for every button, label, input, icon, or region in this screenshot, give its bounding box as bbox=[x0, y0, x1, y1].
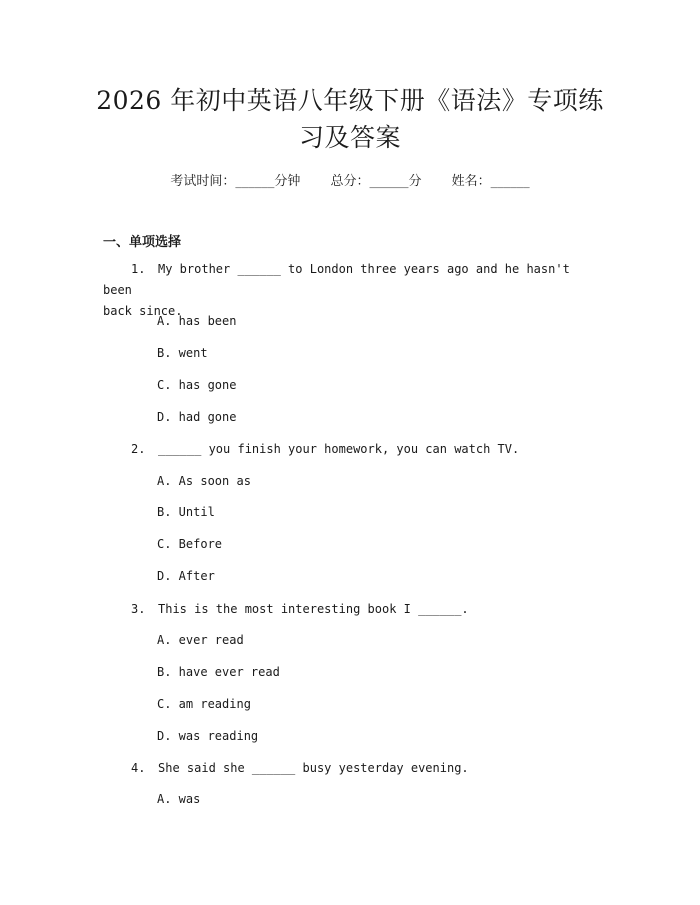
question-number: 4. bbox=[131, 761, 146, 775]
title-line-2: 习及答案 bbox=[298, 123, 401, 152]
option-c: C. Before bbox=[157, 537, 223, 551]
option-a: A. As soon as bbox=[157, 474, 251, 488]
document-title bbox=[60, 82, 640, 156]
question-text: My brother ______ to London three years ago and he hasn't been bbox=[103, 262, 570, 297]
question-text: ______ you finish your homework, you can watch TV. bbox=[158, 442, 520, 456]
title-line-1: 2026 年初中英语八年级下册《语法》专项练 bbox=[96, 86, 604, 115]
section-heading: 一、单项选择 bbox=[103, 235, 182, 250]
option-a: A. ever read bbox=[157, 633, 244, 647]
question-number: 1. bbox=[131, 262, 146, 276]
total-score: 总分：______分 bbox=[330, 174, 422, 189]
question-1 bbox=[103, 259, 593, 322]
question-text: This is the most interesting book I ______. bbox=[158, 602, 469, 616]
question-number: 3. bbox=[131, 602, 146, 616]
question-text: She said she ______ busy yesterday evening. bbox=[158, 761, 469, 775]
option-b: B. have ever read bbox=[157, 665, 280, 679]
question-4 bbox=[103, 758, 593, 779]
option-b: B. went bbox=[157, 346, 208, 360]
exam-info bbox=[0, 170, 700, 189]
option-a: A. was bbox=[157, 792, 201, 806]
option-d: D. was reading bbox=[157, 729, 259, 743]
question-2 bbox=[103, 439, 593, 460]
question-text-continued: back since. bbox=[103, 304, 183, 318]
option-d: D. had gone bbox=[157, 410, 237, 424]
question-number: 2. bbox=[131, 442, 146, 456]
option-b: B. Until bbox=[157, 505, 215, 519]
option-a: A. has been bbox=[157, 314, 237, 328]
option-c: C. am reading bbox=[157, 697, 251, 711]
option-c: C. has gone bbox=[157, 378, 237, 392]
student-name: 姓名：______ bbox=[451, 174, 530, 189]
exam-time: 考试时间：______分钟 bbox=[170, 174, 301, 189]
question-3 bbox=[103, 599, 593, 620]
option-d: D. After bbox=[157, 569, 215, 583]
